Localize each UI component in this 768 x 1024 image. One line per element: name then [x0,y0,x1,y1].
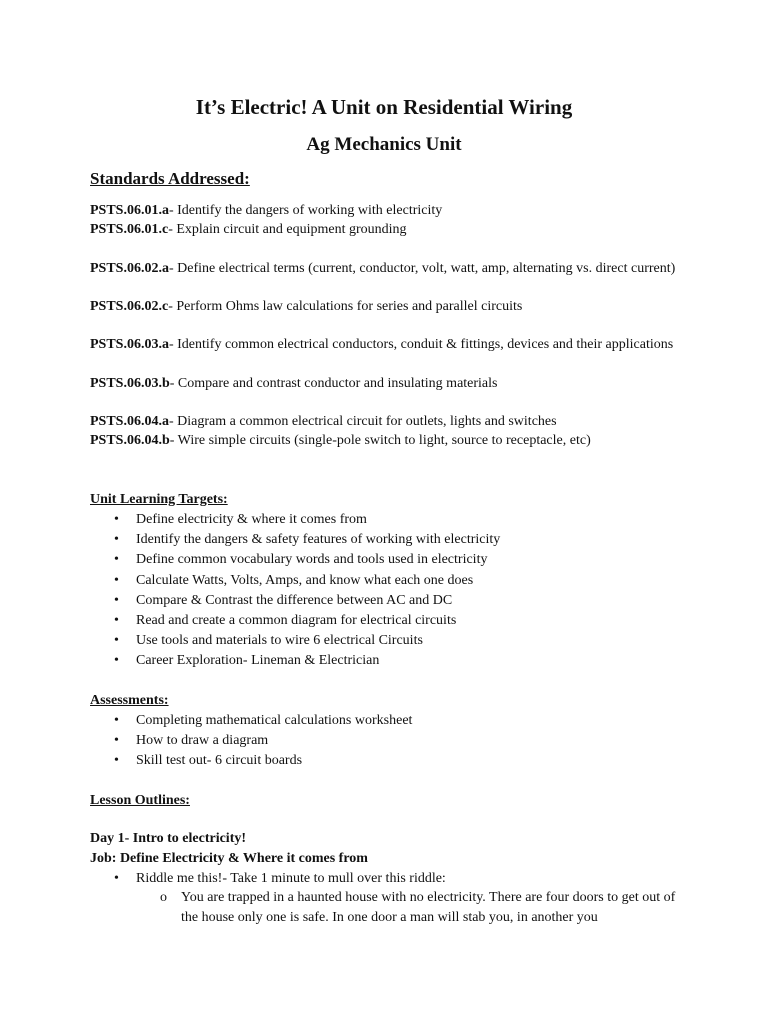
list-item [90,591,500,611]
assessments-heading: Assessments: [90,693,169,708]
bullet-icon: • [114,713,119,728]
list-item [90,550,500,570]
standard-code: PSTS.06.03.b [90,376,170,391]
standard-code: PSTS.06.03.a [90,337,169,352]
standard-text: - Perform Ohms law calculations for series and parallel circuits [168,299,523,314]
day1-list [90,869,446,889]
list-item-text: Skill test out- 6 circuit boards [136,753,303,769]
bullet-icon: • [114,633,119,649]
bullet-icon: • [114,592,119,608]
list-item-text: Completing mathematical calculations worksheet [136,713,413,728]
standards-heading: Standards Addressed: [90,169,250,188]
standard-line [90,259,680,278]
standard-code: PSTS.06.01.a [90,203,169,218]
standard-code: PSTS.06.04.a [90,414,169,429]
document-title: It’s Electric! A Unit on Residential Wiring [195,95,573,119]
list-item [90,751,412,771]
standard-code: PSTS.06.02.a [90,261,169,276]
bullet-icon: • [114,733,119,749]
standard-text: - Identify the dangers of working with electricity [168,203,443,218]
list-item-text: Compare & Contrast the difference between AC and DC [136,592,453,608]
list-item-text: Identify the dangers & safety features of working with electricity [136,532,501,548]
list-item-text: Define electricity & where it comes from [136,512,367,527]
bullet-icon: • [114,512,119,527]
list-item-text: Riddle me this!- Take 1 minute to mull over this riddle: [136,871,446,886]
standard-text: - Diagram a common electrical circuit for outlets, lights and switches [168,414,557,429]
assessments-list [90,711,412,772]
bullet-icon: • [114,552,119,568]
list-item-text: Calculate Watts, Volts, Amps, and know what each one does [136,572,474,588]
list-item [90,631,500,651]
standard-line [90,374,680,393]
standard-line [90,297,680,316]
standard-text: - Identify common electrical conductors, conduit & fittings, devices and their applications [168,337,674,352]
list-item [90,611,500,631]
standard-text: - Explain circuit and equipment grounding [168,222,407,237]
standard-text: - Wire simple circuits (single-pole switch to light, source to receptacle, etc) [169,433,591,448]
document-subtitle: Ag Mechanics Unit [306,134,462,155]
list-item-text: Career Exploration- Lineman & Electrician [136,653,380,669]
list-item [90,711,412,731]
list-item-text: Use tools and materials to wire 6 electrical Circuits [136,633,423,649]
standard-line [90,431,680,450]
learning-targets-heading: Unit Learning Targets: [90,492,228,507]
bullet-icon: • [114,653,119,669]
standard-code: PSTS.06.04.b [90,433,170,448]
standard-code: PSTS.06.02.c [90,299,169,314]
bullet-icon: • [114,532,119,548]
standard-line [90,220,680,239]
circle-bullet-icon: o [160,890,167,905]
standard-text: - Compare and contrast conductor and insulating materials [169,376,498,391]
list-item-text: Read and create a common diagram for electrical circuits [136,613,457,629]
bullet-icon: • [114,871,119,886]
list-item-text: How to draw a diagram [136,733,269,749]
standard-line [90,201,680,220]
standard-text: - Define electrical terms (current, conductor, volt, watt, amp, alternating vs. direct current) [168,261,676,276]
lesson-outlines-heading: Lesson Outlines: [90,793,190,808]
riddle-text: You are trapped in a haunted house with no electricity. There are four doors to get out of the house only one is safe. In one door a man will stab you, in another you [181,890,676,925]
day1-job: Job: Define Electricity & Where it comes from [90,851,368,866]
learning-targets-list [90,510,500,672]
bullet-icon: • [114,753,119,769]
standard-line [90,335,680,354]
list-item [90,869,446,889]
bullet-icon: • [114,572,119,588]
day1-sub-item [160,888,680,928]
standard-code: PSTS.06.01.c [90,222,169,237]
list-item [90,651,500,671]
list-item-text: Define common vocabulary words and tools used in electricity [136,552,488,568]
list-item [90,731,412,751]
day1-heading: Day 1- Intro to electricity! [90,831,247,846]
bullet-icon: • [114,613,119,629]
list-item [90,571,500,591]
list-item [90,510,500,530]
list-item [90,530,500,550]
standard-line [90,412,680,431]
